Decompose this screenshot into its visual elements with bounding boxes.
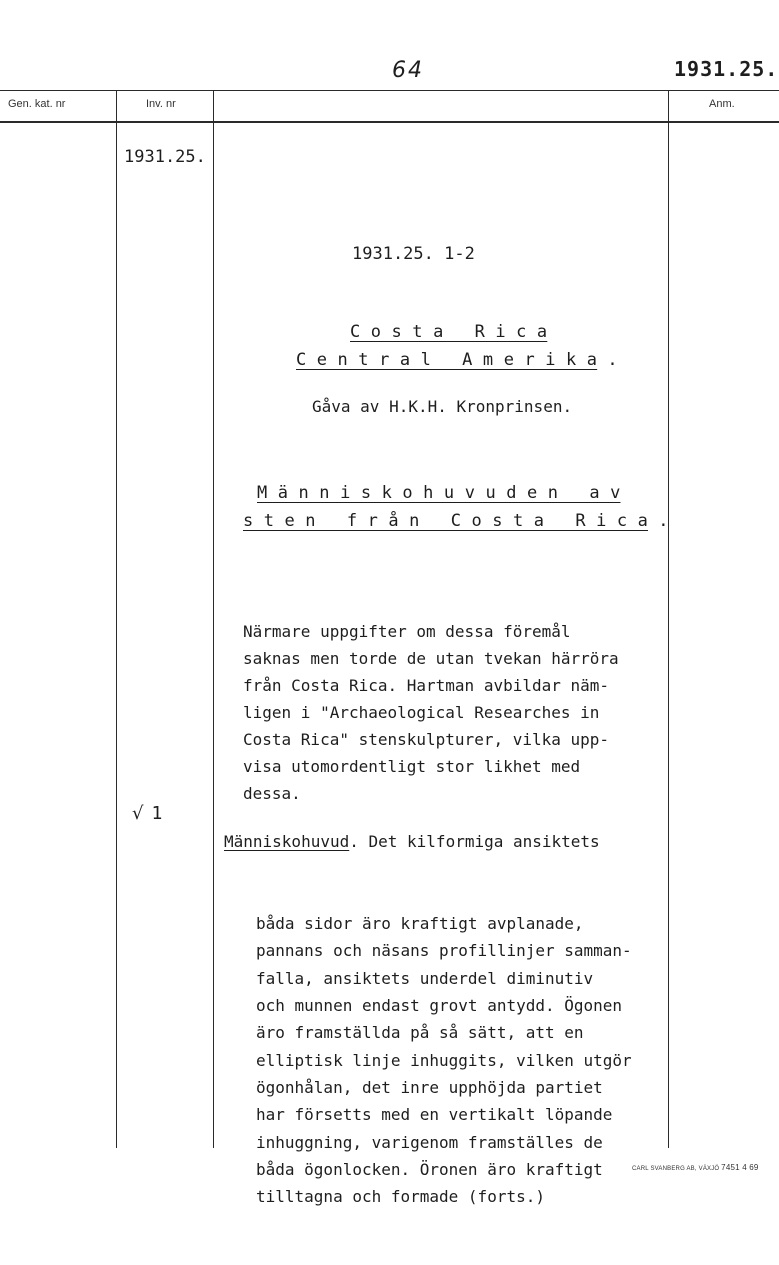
description-line: visa utomordentligt stor likhet med bbox=[243, 757, 581, 776]
title-line-1: M ä n n i s k o h u v u d e n a v bbox=[257, 483, 621, 503]
printer-name: CARL SVANBERG AB, VÄXJÖ bbox=[632, 1166, 720, 1172]
collection-id: 1931.25. bbox=[124, 147, 206, 167]
description-line: från Costa Rica. Hartman avbildar näm- bbox=[243, 676, 610, 695]
description-line: dessa. bbox=[243, 784, 301, 803]
item-line: inhuggning, varigenom framställes de bbox=[256, 1132, 603, 1152]
item-line: har försetts med en vertikalt löpande bbox=[256, 1105, 613, 1125]
description-line: ligen i "Archaeological Researches in bbox=[243, 703, 600, 722]
catalog-number-header: 1931.25. bbox=[674, 57, 779, 81]
item-heading-rest: . Det kilformiga ansiktets bbox=[349, 832, 600, 852]
title-line-2: s t e n f r å n C o s t a R i c a bbox=[243, 511, 649, 531]
page-number: 64 bbox=[392, 58, 424, 83]
item-line: tilltagna och formade (forts.) bbox=[256, 1187, 545, 1207]
inventory-entry bbox=[132, 803, 162, 824]
column-header-anm: Anm. bbox=[709, 98, 735, 110]
item-body bbox=[224, 883, 632, 1238]
item-line: båda ögonlocken. Öronen äro kraftigt bbox=[256, 1159, 603, 1179]
column-header-gen-kat: Gen. kat. nr bbox=[8, 98, 66, 110]
item-line: pannans och näsans profillinjer samman- bbox=[256, 941, 632, 961]
item-line: och munnen endast grovt antydd. Ögonen bbox=[256, 996, 623, 1016]
item-line: falla, ansiktets underdel diminutiv bbox=[256, 968, 594, 988]
gift-note: Gåva av H.K.H. Kronprinsen. bbox=[312, 397, 573, 416]
item-description bbox=[224, 801, 632, 1265]
inventory-number: 1 bbox=[151, 803, 163, 824]
description-paragraph bbox=[243, 591, 619, 834]
title-line-2-end: . bbox=[648, 511, 669, 531]
place-line-2-wrapper bbox=[296, 350, 618, 370]
column-divider-3 bbox=[668, 90, 669, 1148]
item-line: ögonhålan, det inre upphöjda partiet bbox=[256, 1077, 603, 1097]
sub-id: 1931.25. 1-2 bbox=[352, 244, 475, 264]
title-line-2-wrapper bbox=[243, 511, 669, 531]
item-heading: Människohuvud bbox=[224, 832, 350, 852]
printer-imprint bbox=[632, 1163, 759, 1172]
description-line: Närmare uppgifter om dessa föremål bbox=[243, 622, 571, 641]
column-header-inv: Inv. nr bbox=[146, 98, 176, 110]
form-number: 7451 4 69 bbox=[721, 1163, 759, 1172]
item-line: äro framställda på så sätt, att en bbox=[256, 1023, 584, 1043]
column-divider-1 bbox=[116, 90, 117, 1148]
description-line: saknas men torde de utan tvekan härröra bbox=[243, 649, 619, 668]
place-line-2-end: . bbox=[597, 350, 618, 370]
place-line-2: C e n t r a l A m e r i k a bbox=[296, 350, 598, 370]
description-line: Costa Rica" stenskulpturer, vilka upp- bbox=[243, 730, 610, 749]
place-line-1: C o s t a R i c a bbox=[350, 322, 548, 342]
item-first-line bbox=[224, 828, 632, 855]
item-line: elliptisk linje inhuggits, vilken utgör bbox=[256, 1050, 632, 1070]
item-line: båda sidor äro kraftigt avplanade, bbox=[256, 914, 584, 934]
check-mark-icon: √ bbox=[132, 803, 144, 824]
column-divider-2 bbox=[213, 90, 214, 1148]
